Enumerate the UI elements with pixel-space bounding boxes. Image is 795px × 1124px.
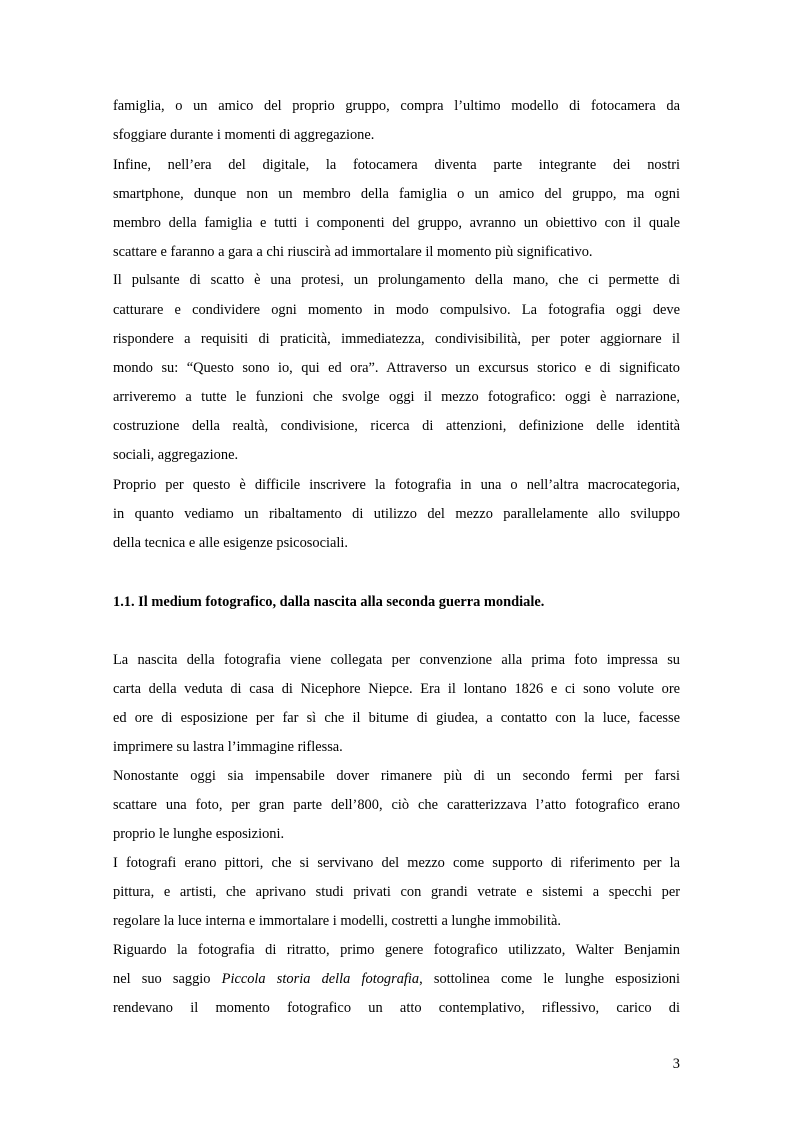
- text-line: Nonostante oggi sia impensabile dover rimanere più di un secondo fermi per farsi: [113, 768, 680, 784]
- text-line: Proprio per questo è difficile inscrivere la fotografia in una o nell’altra macrocategoria,: [113, 477, 680, 493]
- text-line: smartphone, dunque non un membro della famiglia o un amico del gruppo, ma ogni: [113, 186, 680, 202]
- text-line: mondo su: “Questo sono io, qui ed ora”. Attraverso un excursus storico e di significato: [113, 360, 680, 376]
- text-line: della tecnica e alle esigenze psicosociali.: [113, 535, 348, 551]
- page-number: 3: [672, 1056, 680, 1072]
- text-line: catturare e condividere ogni momento in modo compulsivo. La fotografia oggi deve: [113, 302, 680, 318]
- text-line: ed ore di esposizione per far sì che il bitume di giudea, a contatto con la luce, facesse: [113, 710, 680, 726]
- text-line: membro della famiglia e tutti i componenti del gruppo, avranno un obiettivo con il quale: [113, 215, 680, 231]
- text-line: pittura, e artisti, che aprivano studi privati con grandi vetrate e sistemi a specchi per: [113, 884, 680, 900]
- text-line: proprio le lunghe esposizioni.: [113, 826, 285, 842]
- text-line-end: , sottolinea come le lunghe esposizioni: [419, 971, 680, 987]
- text-line: famiglia, o un amico del proprio gruppo, compra l’ultimo modello di fotocamera da: [113, 98, 680, 114]
- text-line: costruzione della realtà, condivisione, ricerca di attenzioni, definizione delle identità: [113, 418, 680, 434]
- section-heading: 1.1. Il medium fotografico, dalla nascita alla seconda guerra mondiale.: [113, 594, 545, 610]
- text-line: Infine, nell’era del digitale, la fotocamera diventa parte integrante dei nostri: [113, 157, 680, 173]
- text-line: regolare la luce interna e immortalare i modelli, costretti a lunghe immobilità.: [113, 913, 561, 929]
- text-line: La nascita della fotografia viene collegata per convenzione alla prima foto impressa su: [113, 652, 680, 668]
- text-line: Riguardo la fotografia di ritratto, primo genere fotografico utilizzato, Walter Benjamin: [113, 942, 680, 958]
- text-line: carta della veduta di casa di Nicephore Niepce. Era il lontano 1826 e ci sono volute ore: [113, 681, 680, 697]
- book-title: Piccola storia della fotografia: [221, 971, 420, 987]
- text-line: I fotografi erano pittori, che si servivano del mezzo come supporto di riferimento per la: [113, 855, 680, 871]
- text-line: Il pulsante di scatto è una protesi, un prolungamento della mano, che ci permette di: [113, 272, 680, 288]
- text-line: scattare e faranno a gara a chi riuscirà ad immortalare il momento più significativo.: [113, 244, 593, 260]
- text-line: in quanto vediamo un ribaltamento di utilizzo del mezzo parallelamente allo sviluppo: [113, 506, 680, 522]
- text-line: rispondere a requisiti di praticità, immediatezza, condivisibilità, per poter aggiornare il: [113, 331, 680, 347]
- text-line: [113, 969, 680, 989]
- text-line: scattare una foto, per gran parte dell’800, ciò che caratterizzava l’atto fotografico erano: [113, 797, 680, 813]
- text-line: arriveremo a tutte le funzioni che svolge oggi il mezzo fotografico: oggi è narrazione,: [113, 389, 680, 405]
- text-line-start: nel suo saggio: [113, 971, 222, 987]
- text-line: sociali, aggregazione.: [113, 447, 239, 463]
- text-line: sfoggiare durante i momenti di aggregazione.: [113, 127, 375, 143]
- text-line: rendevano il momento fotografico un atto contemplativo, riflessivo, carico di: [113, 1000, 680, 1016]
- text-line: imprimere su lastra l’immagine riflessa.: [113, 739, 343, 755]
